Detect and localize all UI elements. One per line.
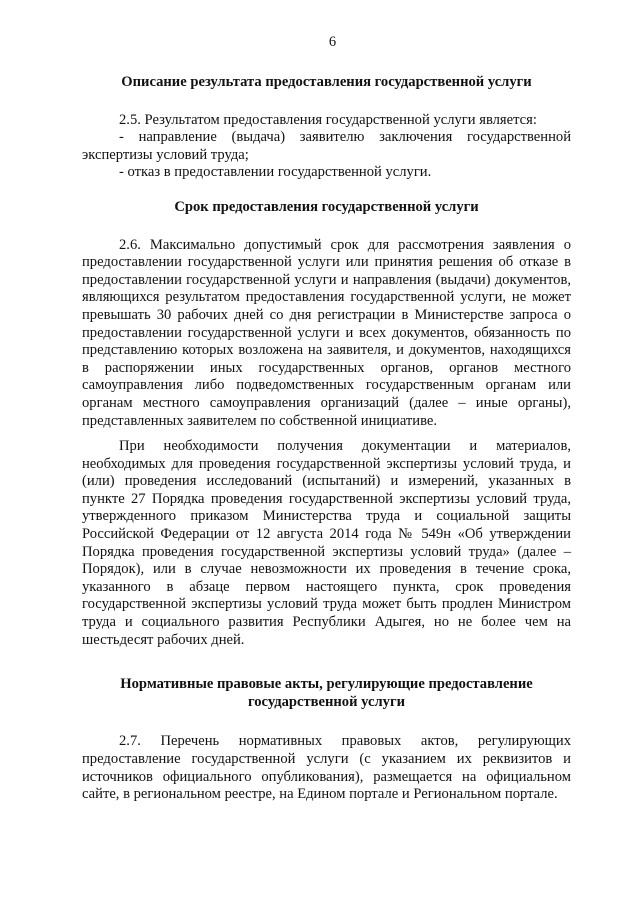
section-heading-result: Описание результата предоставления государственной услуги <box>121 74 532 90</box>
page-number: 6 <box>328 34 337 50</box>
paragraph-2-7: 2.7. Перечень нормативных правовых актов, регулирующих предоставление государственной услуги (с указанием их реквизитов и источников официального опубликования), размещается на официальном сайте, в региональном реестре, на Едином портале и Региональном портале. <box>82 733 571 803</box>
section-heading-acts-line2: государственной услуги <box>247 693 406 710</box>
result-item-text: - направление (выдача) заявителю заключения государственной экспертизы условий труда; <box>82 129 571 163</box>
section-heading-acts-line1: Нормативные правовые акты, регулирующие предоставление <box>120 676 533 693</box>
result-item-text: - отказ в предоставлении государственной услуги. <box>119 164 432 181</box>
paragraph-2-5-intro: 2.5. Результатом предоставления государственной услуги является: <box>119 111 537 128</box>
document-body <box>82 74 571 804</box>
paragraph-2-6: 2.6. Максимально допустимый срок для рассмотрения заявления о предоставлении государственной услуги или принятия решения об отказе в предоставлении государственной услуги и направления (выдачи) документов, являющихся результатом предоставления государственной услуги, не может превышать 30 рабочих дней со дня регистрации в Министерстве запроса о предоставлении государственной услуги и всех документов, обязанность по представлению которых возложена на заявителя, и документов, находящихся в распоряжении иных государственных органов, органов местного самоуправления либо подведомственных государственным органам или органам местного самоуправления организаций (далее – иные органы), представленных заявителем по собственной инициативе. <box>82 236 571 429</box>
result-list-item <box>82 129 571 164</box>
result-list-item <box>82 164 571 182</box>
section-heading-term: Срок предоставления государственной услуги <box>174 198 479 215</box>
paragraph-2-6-continued: При необходимости получения документации и материалов, необходимых для проведения государственной экспертизы условий труда, и (или) проведения исследований (испытаний) и измерений, указанных в пункте 27 Порядка проведения государственной экспертизы условий труда, утвержденного приказом Министерства труда и социальной защиты Российской Федерации от 12 августа 2014 года № 549н «Об утверждении Порядка проведения государственной экспертизы условий труда» (далее – Порядок), или в случае невозможности их проведения в течение срока, указанного в абзаце первом настоящего пункта, срок проведения государственной экспертизы условий труда может быть продлен Министром труда и социального развития Республики Адыгея, но не более чем на шестьдесят рабочих дней. <box>82 438 571 648</box>
section-heading-acts <box>82 676 571 711</box>
